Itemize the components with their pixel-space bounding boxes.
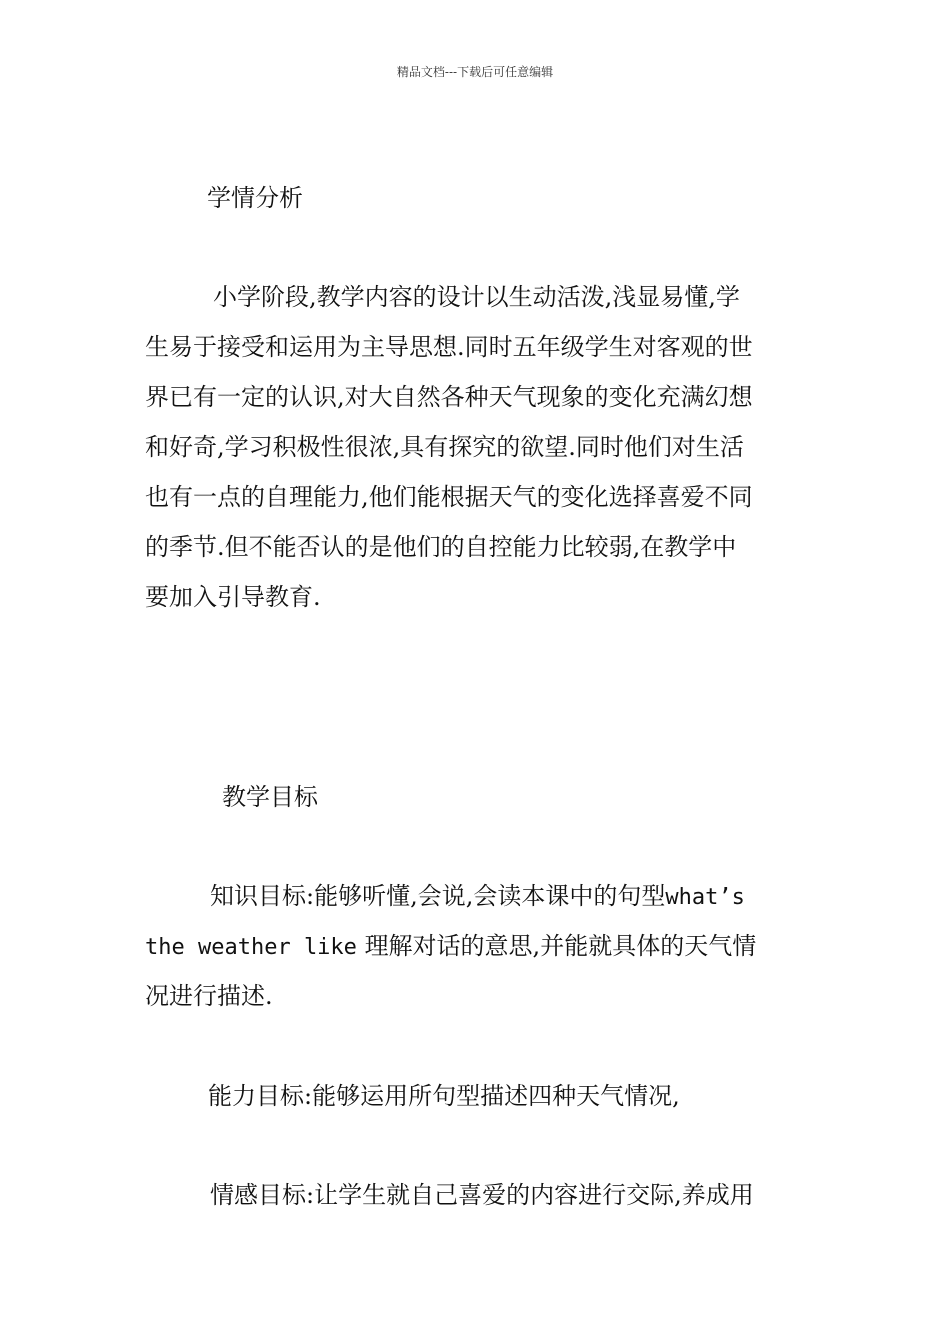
paragraph-line: 情感目标:让学生就自己喜爱的内容进行交际,养成用 [210, 1181, 754, 1209]
paragraph-line [145, 921, 805, 971]
paragraph-line: 也有一点的自理能力,他们能根据天气的变化选择喜爱不同 [145, 483, 753, 511]
paragraph-line [145, 871, 805, 921]
knowledge-goal-paragraph [145, 871, 805, 1021]
section-heading-learning-analysis: 学情分析 [207, 184, 303, 212]
ability-goal-paragraph [145, 1071, 805, 1121]
paragraph-line: 小学阶段,教学内容的设计以生动活泼,浅显易懂,学 [213, 283, 740, 311]
learning-analysis-paragraph [145, 272, 805, 622]
paragraph-line: 和好奇,学习积极性很浓,具有探究的欲望.同时他们对生活 [145, 433, 744, 461]
paragraph-line: 界已有一定的认识,对大自然各种天气现象的变化充满幻想 [145, 383, 753, 411]
paragraph-line: 能力目标:能够运用所句型描述四种天气情况, [208, 1082, 680, 1110]
paragraph-line: 要加入引导教育. [145, 583, 321, 611]
knowledge-goal-text: 知识目标:能够听懂,会说,会读本课中的句型 [210, 882, 666, 910]
section-heading-teaching-goals: 教学目标 [222, 783, 318, 811]
paragraph-line: 况进行描述. [145, 982, 273, 1010]
knowledge-goal-text: 理解对话的意思,并能就具体的天气情 [364, 932, 757, 960]
sentence-pattern-code: what’s [665, 885, 745, 910]
sentence-pattern-code: the weather like [145, 935, 357, 960]
emotion-goal-paragraph [145, 1170, 805, 1220]
paragraph-line: 的季节.但不能否认的是他们的自控能力比较弱,在教学中 [145, 533, 737, 561]
paragraph-line: 生易于接受和运用为主导思想.同时五年级学生对客观的世 [145, 333, 753, 361]
page-header: 精品文档---下载后可任意编辑 [396, 65, 554, 79]
